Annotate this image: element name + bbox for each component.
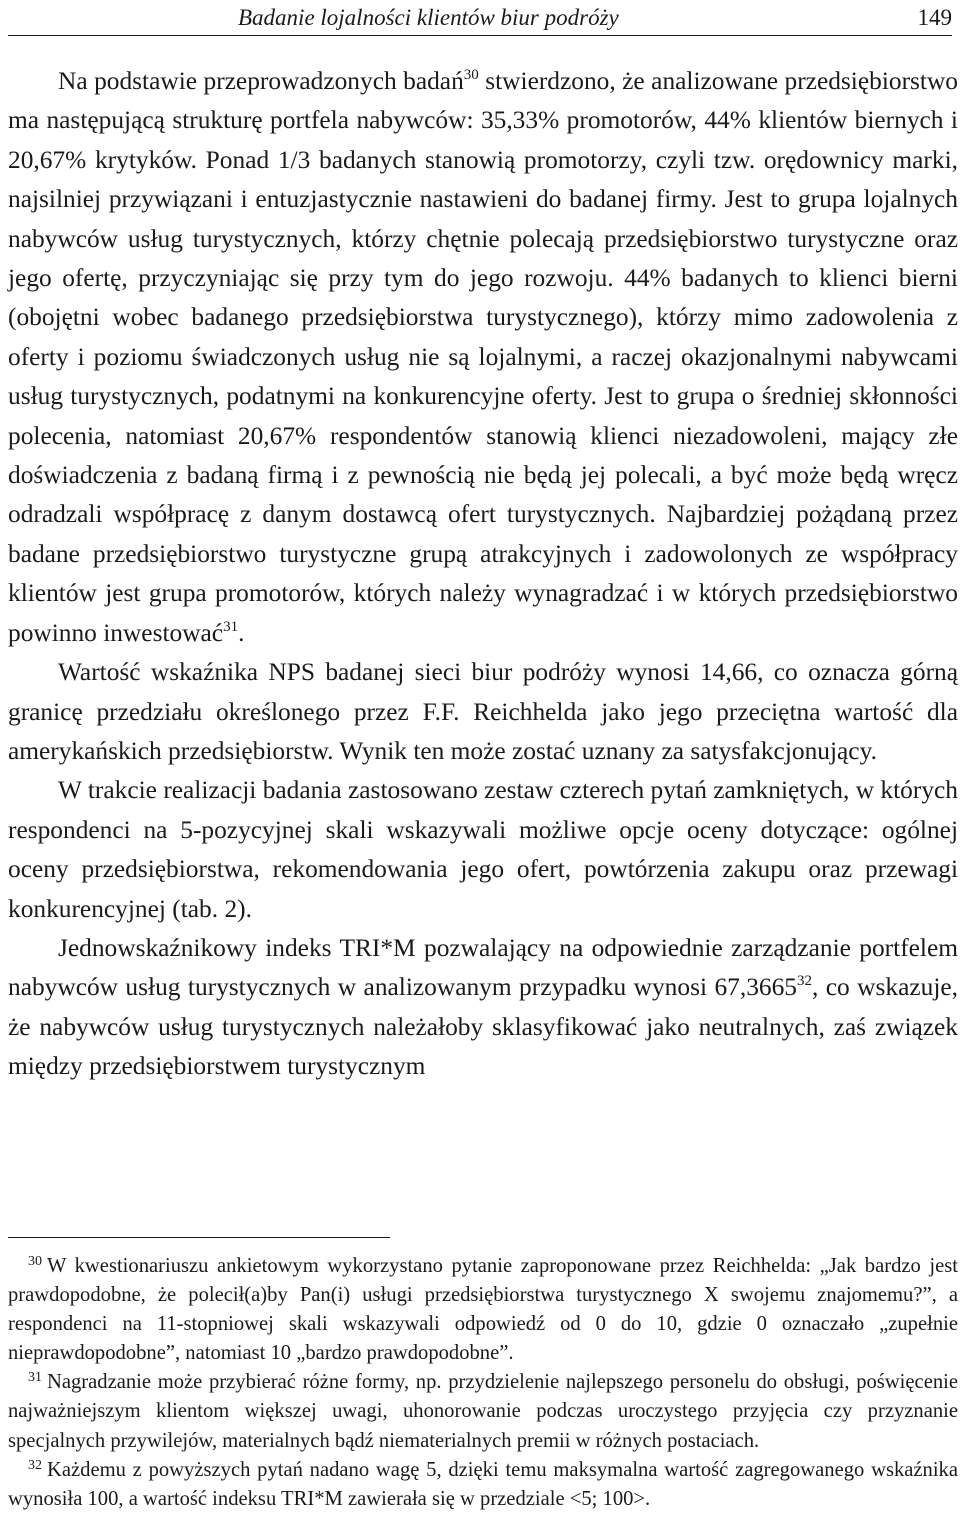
footnote-mark: 31 xyxy=(28,1370,42,1386)
footnote-32 xyxy=(8,1456,958,1514)
paragraph-4-text-b: , co wskazuje, że nabywców usług turystycznych należałoby sklasyfikować jako neutralnych, zaś związek między przedsiębiorstwem turystycznym xyxy=(8,973,959,1081)
paragraph-4-text-a: Jednowskaźnikowy indeks TRI*M pozwalający na odpowiednie zarządzanie portfelem nabywców usług turystycznych w analizowanym przypadku wynosi 67,3665 xyxy=(8,933,958,1002)
paragraph-1-text-b: stwierdzono, że analizowane przedsiębiorstwo ma następującą strukturę portfela nabywców: 35,33% promotorów, 44% klientów biernych i 20,67% krytyków. Ponad 1/3 badanych stanowią promotorzy, czyli tzw. orędownicy marki, najsilniej przywiązani i entuzjastycznie nastawieni do badanej firmy. Jest to grupa lojalnych nabywców usług turystycznych, którzy chętnie polecają przedsiębiorstwo turystyczne oraz jego ofertę, przyczyniając się przy tym do jego rozwoju. 44% badanych to klienci bierni (obojętni wobec badanego przedsiębiorstwa turystycznego), którzy mimo zadowolenia z oferty i poziomu świadczonych usług nie są lojalnymi, a raczej okazjonalnymi nabywcami usług turystycznych, podatnymi na konkurencyjne oferty. Jest to grupa o średniej skłonności polecenia, natomiast 20,67% respondentów stanowią klienci niezadowoleni, mający złe doświadczenia z badaną firmą i z pewnością nie będą jej polecali, a być może będą wręcz odradzali współpracę z danym dostawcą ofert turystycznych. Najbardziej pożądaną przez badane przedsiębiorstwo turystyczne grupą atrakcyjnych i zadowolonych ze współpracy klientów jest grupa promotorów, których należy wynagradzać i w których przedsiębiorstwo powinno inwestować xyxy=(8,67,958,647)
footnote-31 xyxy=(8,1368,958,1455)
paragraph-4 xyxy=(8,929,958,1087)
header-rule xyxy=(8,35,952,36)
footnote-ref-31: 31 xyxy=(223,618,239,635)
footnote-ref-30: 30 xyxy=(463,67,479,83)
paragraph-1-text-a: Na podstawie przeprowadzonych badań xyxy=(58,67,464,95)
paragraph-3: W trakcie realizacji badania zastosowano zestaw czterech pytań zamkniętych, w których respondenci na 5-pozycyjnej skali wskazywali możliwe opcje oceny dotyczące: ogólnej oceny przedsiębiorstwa, rekomendowania jego ofert, powtórzenia zakupu oraz przewagi konkurencyjnej (tab. 2). xyxy=(8,776,958,923)
footnote-separator xyxy=(8,1237,390,1238)
footnotes xyxy=(8,1252,958,1514)
body-text xyxy=(8,62,958,1087)
paragraph-1 xyxy=(8,62,958,653)
running-header xyxy=(0,0,960,40)
paragraph-1-text-c: . xyxy=(238,618,245,647)
footnote-text: Każdemu z powyższych pytań nadano wagę 5, dzięki temu maksymalna wartość zagregowanego wskaźnika wynosiła 100, a wartość indeksu TRI*M zawierała się w przedziale <5; 100>. xyxy=(8,1458,958,1510)
page-number: 149 xyxy=(917,5,952,30)
footnote-text: Nagradzanie może przybierać różne formy, np. przydzielenie najlepszego personelu do obsługi, poświęcenie najważniejszym klientom większej uwagi, uhonorowanie podczas uroczystego przyjęcia czy przyznanie specjalnych przywilejów, materialnych bądź niematerialnych premii w różnych postaciach. xyxy=(8,1371,958,1452)
footnote-mark: 32 xyxy=(28,1457,42,1473)
footnote-ref-32: 32 xyxy=(796,973,812,990)
footnote-text: W kwestionariuszu ankietowym wykorzystano pytanie zaproponowane przez Reichhelda: „Jak bardzo jest prawdopodobne, że polecił(a)by Pan(i) usługi przedsiębiorstwa turystycznego X swojemu znajomemu?”, a respondenci na 11-stopniowej skali wskazywali odpowiedź od 0 do 10, gdzie 0 oznaczało „zupełnie nieprawdopodobne”, natomiast 10 „bardzo prawdopodobne”. xyxy=(8,1255,958,1365)
running-header-title: Badanie lojalności klientów biur podróży xyxy=(238,5,619,30)
footnote-30 xyxy=(8,1252,958,1368)
paragraph-2: Wartość wskaźnika NPS badanej sieci biur podróży wynosi 14,66, co oznacza górną granicę przedziału określonego przez F.F. Reichhelda jako jego przeciętna wartość dla amerykańskich przedsiębiorstw. Wynik ten może zostać uznany za satysfakcjonujący. xyxy=(8,658,958,765)
footnote-mark: 30 xyxy=(28,1254,42,1269)
